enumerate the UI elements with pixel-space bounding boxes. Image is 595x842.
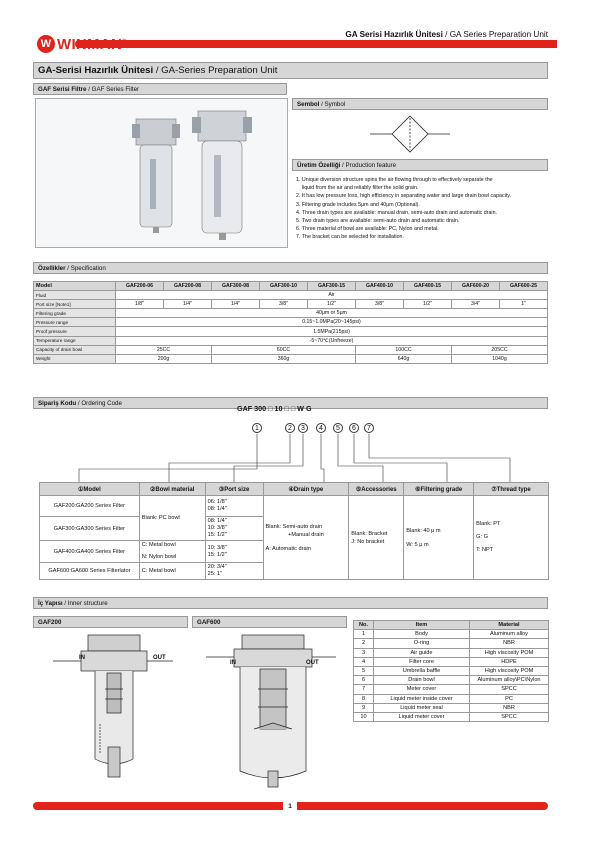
ordering-row: GAF400:GA400 Series Filter C: Metal bowl N: Nylon bowl 10: 3/8" 15: 1/2" bbox=[40, 541, 549, 563]
parts-row: 8 Liquid meter inside cover PC bbox=[354, 694, 549, 703]
gaf600-section-drawing bbox=[192, 629, 347, 794]
parts-row: 7 Meter cover SPCC bbox=[354, 685, 549, 694]
header-title-tr: GA Serisi Hazırlık Ünitesi bbox=[345, 30, 443, 39]
parts-row: 5 Umbrella baffle High viscosity POM bbox=[354, 666, 549, 675]
header-title-en: GA Series Preparation Unit bbox=[449, 30, 548, 39]
spec-row-fluid: Fluid Air bbox=[34, 291, 548, 300]
parts-row: 1 Body Aluminum alloy bbox=[354, 630, 549, 639]
header-title bbox=[300, 30, 548, 39]
parts-table bbox=[353, 620, 549, 722]
parts-row: 2 O-ring NBR bbox=[354, 639, 549, 648]
feature-item: liquid from the air and reliably filter the solid grain. bbox=[296, 185, 419, 192]
order-num-3: 3 bbox=[298, 423, 308, 433]
feature-item: 1. Unique diversion structure spins the air flowing through to effectively separate the bbox=[296, 177, 493, 183]
page-number: 1 bbox=[288, 803, 292, 810]
label-gaf600: GAF600 bbox=[192, 616, 347, 628]
ordering-row: GAF300:GA300 Series Filter 08: 1/4" 10: 3/8" 15: 1/2" bbox=[40, 517, 549, 541]
spec-row-proof: Proof pressure 1.5MPa(215psi) bbox=[34, 327, 548, 336]
in-label: IN bbox=[79, 655, 85, 661]
spec-row-weight: Weight 200g 360g 640g 1040g bbox=[34, 354, 548, 363]
logo-mark: W bbox=[37, 35, 55, 53]
gaf200-section-drawing bbox=[33, 629, 188, 794]
spec-row-capacity: Capacity of drain bowl 25CC 60CC 100CC 205CC bbox=[34, 345, 548, 354]
feature-item: 6. Three material of bowl are available: PC, Nylon and metal. bbox=[296, 226, 439, 233]
winman-logo bbox=[37, 35, 127, 53]
filter-product-image bbox=[36, 99, 289, 249]
feature-item: 3. Filtering grade includes 5μm and 40μm (Optional). bbox=[296, 201, 420, 208]
spec-row-port: Port size [Note1] 1/8" 1/4" 1/4" 3/8" 1/2" 3/8" 1/2" 3/4" 1" bbox=[34, 300, 548, 309]
section-production-feature: Üretim Özelliği / Production feature bbox=[292, 159, 548, 171]
section-ordering-code: Sipariş Kodu / Ordering Code bbox=[33, 397, 548, 409]
order-code-string: GAF 300 □ 10 □ □ W G bbox=[237, 404, 312, 413]
section-symbol: Sembol / Symbol bbox=[292, 98, 548, 110]
order-num-6: 6 bbox=[349, 423, 359, 433]
filter-symbol-icon bbox=[360, 113, 460, 155]
product-photo bbox=[35, 98, 288, 248]
parts-row: 10 Liquid meter cover SPCC bbox=[354, 712, 549, 721]
header-sep: / bbox=[442, 30, 450, 39]
label-gaf200: GAF200 bbox=[33, 616, 188, 628]
order-code-leader-lines bbox=[39, 433, 549, 483]
feature-item: 7. The bracket can be selected for installation. bbox=[296, 234, 404, 241]
spec-row-model: Model GAF200-06 GAF200-08 GAF300-08 GAF300-10 GAF300-15 GAF400-10 GAF400-15 GAF600-20 GAF600-25 bbox=[34, 282, 548, 291]
order-num-2: 2 bbox=[285, 423, 295, 433]
parts-header-row: No. Item Material bbox=[354, 621, 549, 630]
feature-item: 2. It has low pressure loss, high efficiency in separating water and large drain bowl capacity. bbox=[296, 193, 512, 200]
logo-text: WINMAN® bbox=[57, 35, 127, 53]
spec-row-temp: Temperature range -5~70℃(Unfreeze) bbox=[34, 336, 548, 345]
section-filter: GAF Serisi Filtre / GAF Series Filter bbox=[33, 83, 287, 95]
order-num-1: 1 bbox=[252, 423, 262, 433]
order-num-4: 4 bbox=[316, 423, 326, 433]
main-title: GA-Serisi Hazırlık Ünitesi / GA-Series Preparation Unit bbox=[33, 62, 548, 79]
parts-row: 3 Air guide High viscosity POM bbox=[354, 648, 549, 657]
ordering-table bbox=[39, 482, 549, 580]
feature-item: 4. Three drain types are available: manual drain, semi-auto drain and automatic drain. bbox=[296, 209, 498, 216]
ordering-header-row: ①Model ②Bowl material ③Port size ④Drain type ⑤Accessories ⑥Filtering grade ⑦Thread type bbox=[40, 483, 549, 496]
out-label-600: OUT bbox=[306, 660, 319, 666]
spec-row-filtering: Filtering grade 40μm or 5μm bbox=[34, 309, 548, 318]
ordering-row: GAF600:GA600 Series Filterlator C: Metal bowl 20: 3/4" 25: 1" bbox=[40, 563, 549, 580]
header-red-bar bbox=[75, 40, 557, 48]
section-specification: Özellikler / Specification bbox=[33, 262, 548, 274]
out-label: OUT bbox=[153, 655, 166, 661]
spec-table bbox=[33, 281, 548, 364]
ordering-row: GAF200:GA200 Series Filter Blank: PC bowl 06: 1/8" 08: 1/4" Blank: Semi-auto drain +Manual drain A: Automatic drain Blank: Bracket J: No bracket Blank: 40 μ m W: 5 μ m Blank: PT G: G T: NPT bbox=[40, 496, 549, 517]
in-label-600: IN bbox=[230, 660, 236, 666]
section-inner-structure: İç Yapısı / Inner structure bbox=[33, 597, 548, 609]
feature-list bbox=[296, 176, 552, 242]
order-num-7: 7 bbox=[364, 423, 374, 433]
feature-item: 5. Two drain types are available: semi-auto drain and automatic drain. bbox=[296, 218, 460, 225]
parts-row: 4 Filter core HDPE bbox=[354, 657, 549, 666]
parts-row: 9 Liquid meter seal NBR bbox=[354, 703, 549, 712]
order-num-5: 5 bbox=[333, 423, 343, 433]
parts-row: 6 Drain bowl Aluminum alloy\PC\Nylon bbox=[354, 676, 549, 685]
spec-row-pressure: Pressure range 0.15~1.0MPa(20~145psi) bbox=[34, 318, 548, 327]
